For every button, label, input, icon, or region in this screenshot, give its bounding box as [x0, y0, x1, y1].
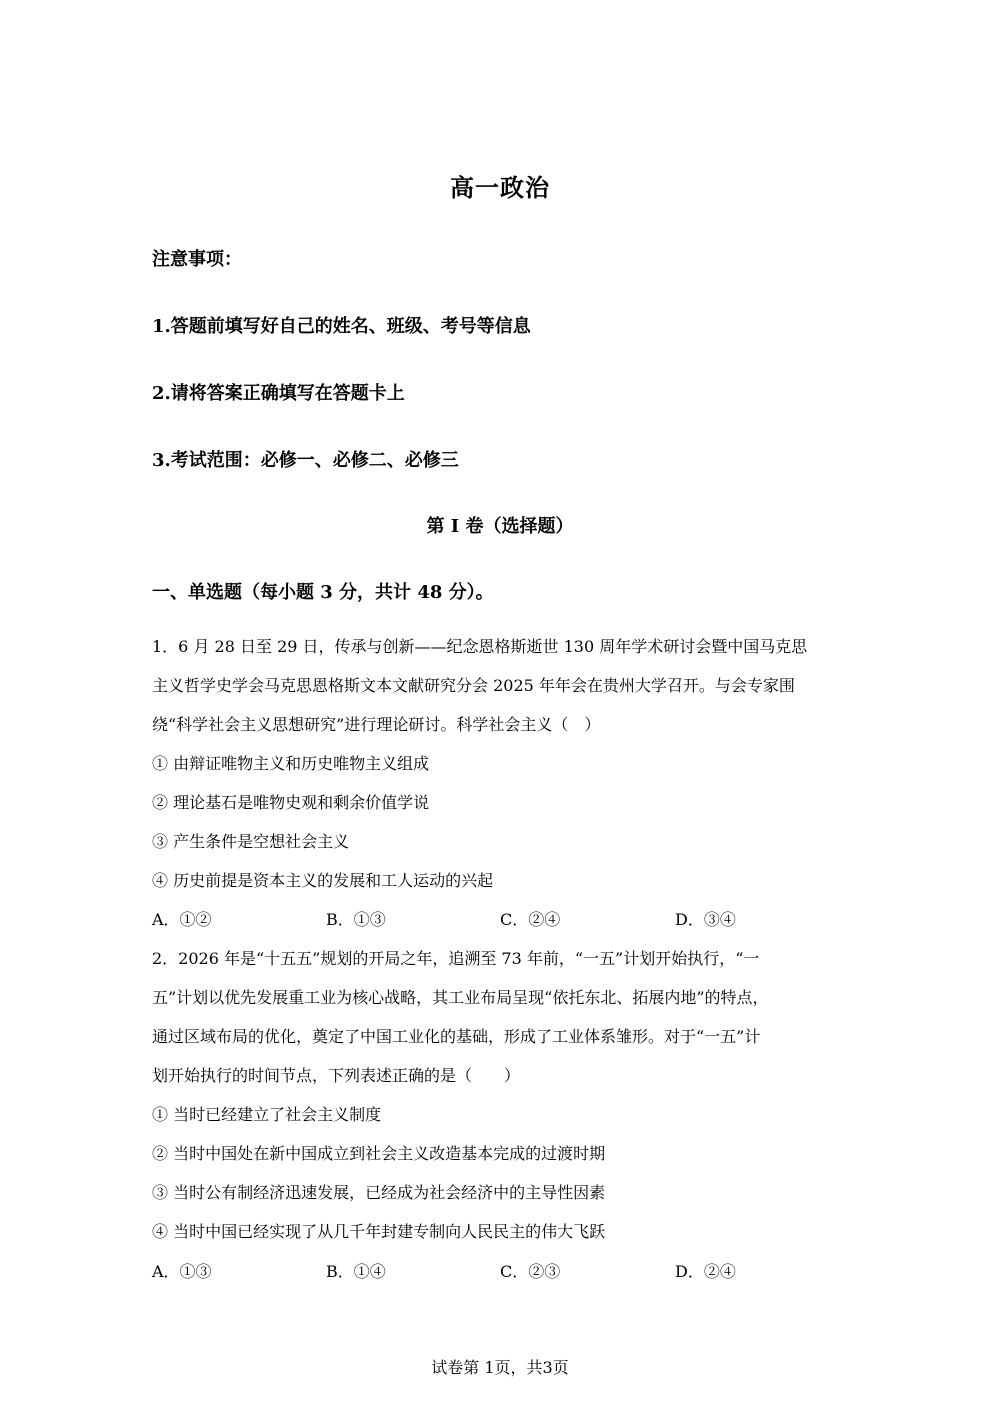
notice-item-3: 3.考试范围：必修一、必修二、必修三: [152, 450, 459, 471]
option-b[interactable]: B．①④: [326, 1262, 386, 1281]
page-footer: 试卷第 1页，共3页: [431, 1358, 569, 1377]
exam-title: 高一政治: [450, 173, 550, 202]
question-stem-line: 2．2026 年是“十五五”规划的开局之年，追溯至 73 年前，“一五”计划开始执行，“一: [152, 949, 760, 968]
option-d[interactable]: D．②④: [675, 1262, 736, 1281]
option-a[interactable]: A．①②: [152, 910, 212, 929]
part-heading: 一、单选题（每小题 3 分，共计 48 分）。: [152, 582, 494, 603]
option-d[interactable]: D．③④: [675, 910, 736, 929]
statement-4: ④ 历史前提是资本主义的发展和工人运动的兴起: [152, 871, 494, 890]
answer-options: [152, 907, 852, 929]
option-c[interactable]: C．②④: [500, 910, 561, 929]
statement-2: ② 当时中国处在新中国成立到社会主义改造基本完成的过渡时期: [152, 1144, 606, 1163]
notice-item-2: 2.请将答案正确填写在答题卡上: [152, 383, 405, 404]
answer-options: [152, 1259, 852, 1281]
section-title: 第 I 卷（选择题）: [426, 516, 574, 537]
statement-3: ③ 产生条件是空想社会主义: [152, 832, 350, 851]
question-stem-line: 五”计划以优先发展重工业为核心战略，其工业布局呈现“依托东北、拓展内地”的特点，: [152, 988, 769, 1007]
question-stem-line: 通过区域布局的优化，奠定了中国工业化的基础，形成了工业体系雏形。对于“一五”计: [152, 1027, 761, 1046]
statement-1: ① 由辩证唯物主义和历史唯物主义组成: [152, 754, 430, 773]
statement-3: ③ 当时公有制经济迅速发展，已经成为社会经济中的主导性因素: [152, 1183, 606, 1202]
statement-2: ② 理论基石是唯物史观和剩余价值学说: [152, 793, 430, 812]
question-stem-line: 主义哲学史学会马克思恩格斯文本文献研究分会 2025 年年会在贵州大学召开。与会专家围: [152, 676, 795, 695]
question-stem-line: 划开始执行的时间节点，下列表述正确的是（ ）: [152, 1066, 521, 1085]
question-stem-line: 绕“科学社会主义思想研究”进行理论研讨。科学社会主义（ ）: [152, 715, 601, 734]
notice-heading: 注意事项：: [152, 249, 242, 270]
statement-1: ① 当时已经建立了社会主义制度: [152, 1105, 382, 1124]
option-a[interactable]: A．①③: [152, 1262, 212, 1281]
option-c[interactable]: C．②③: [500, 1262, 561, 1281]
option-b[interactable]: B．①③: [326, 910, 386, 929]
statement-4: ④ 当时中国已经实现了从几千年封建专制向人民民主的伟大飞跃: [152, 1222, 606, 1241]
notice-item-1: 1.答题前填写好自己的姓名、班级、考号等信息: [152, 316, 531, 337]
question-stem-line: 1．6 月 28 日至 29 日，传承与创新——纪念恩格斯逝世 130 周年学术研讨会暨中国马克思: [152, 637, 808, 656]
